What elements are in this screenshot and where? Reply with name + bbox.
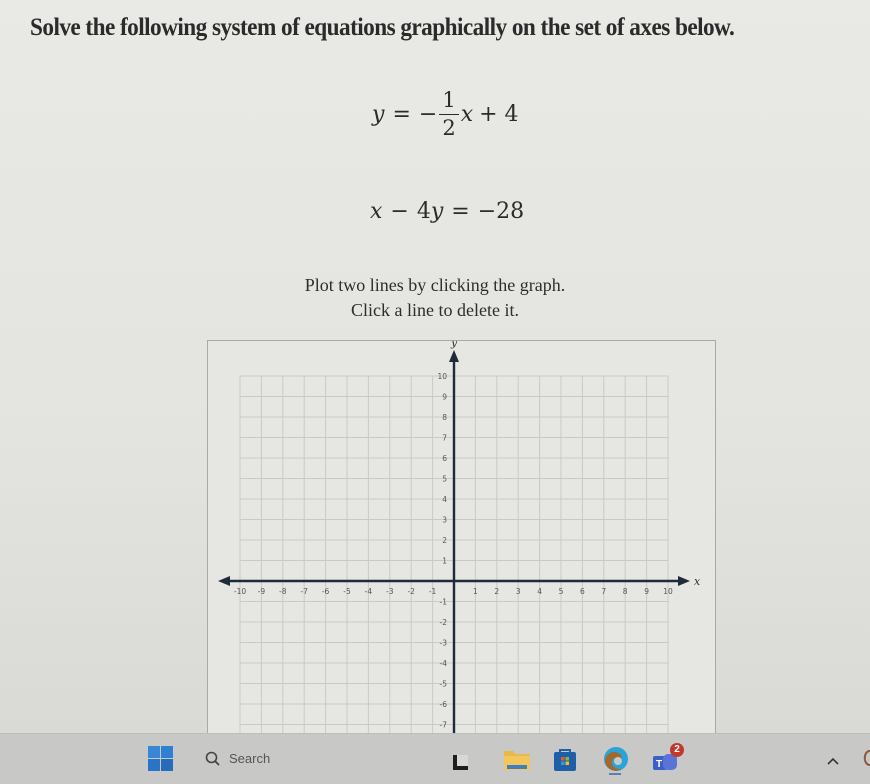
x-tick-label: -8 [279,587,287,596]
x-tick-label: 3 [515,587,521,596]
x-tick-label: 2 [494,587,500,596]
eq2-x: x [370,199,383,224]
search-placeholder: Search [229,751,271,766]
y-tick-label: -4 [439,659,447,668]
x-tick-label: 10 [663,587,673,596]
x-tick-label: -7 [300,587,308,596]
eq1-fraction [439,90,458,139]
x-tick-label: 1 [473,587,478,596]
x-tick-label: -3 [386,587,394,596]
y-tick-label: -6 [439,700,447,709]
start-icon[interactable] [147,745,174,772]
y-axis-label: y [451,341,458,349]
eq2-rhs: −28 [477,199,525,224]
x-tick-label: -9 [257,587,266,596]
chevron-up-icon[interactable] [826,752,840,764]
y-axis-up-arrow-icon [449,350,459,362]
coordinate-plane[interactable] [208,341,717,734]
y-tick-label: 7 [442,433,447,443]
x-tick-label: 6 [580,587,585,596]
eq1-sign: − [418,102,438,127]
y-tick-label: -3 [439,638,447,648]
search-icon [205,751,221,767]
x-tick-label: -5 [343,587,351,596]
taskbar [0,733,870,784]
y-tick-label: -1 [439,597,447,607]
eq1-rest: + 4 [479,102,519,127]
graph-canvas[interactable] [207,340,716,733]
store-icon[interactable] [553,748,577,772]
teams-icon[interactable] [651,746,685,776]
file-explorer-icon[interactable] [503,748,531,772]
equation-1 [372,90,519,139]
x-tick-label: -2 [407,587,415,596]
x-tick-label: 4 [537,587,542,596]
x-axis-right-arrow-icon [678,576,690,586]
eq1-lhs: y [372,102,385,127]
y-tick-label: -2 [439,618,447,627]
notification-badge: 2 [670,743,684,757]
y-tick-label: 9 [442,392,447,402]
y-tick-label: 8 [442,413,447,422]
instruction-plot: Plot two lines by clicking the graph. [304,275,566,295]
eq1-denominator: 2 [442,116,456,140]
x-axis-left-arrow-icon [218,576,230,586]
y-tick-label: 6 [442,454,447,463]
tray-icon-partial[interactable] [860,748,870,768]
y-tick-label: 10 [437,372,447,381]
taskbar-search[interactable] [200,742,320,774]
question-title: Solve the following system of equations graphically on the set of axes below. [30,14,735,41]
y-tick-label: -7 [439,720,447,730]
eq2-equals: = [451,199,470,224]
equation-2 [370,199,524,224]
eq1-numerator: 1 [439,90,458,115]
edge-icon[interactable] [602,746,630,776]
eq2-minus: − [390,199,409,224]
svg-text:T: T [656,759,663,770]
instruction-delete: Click a line to delete it. [351,300,519,320]
x-tick-label: 7 [601,587,607,596]
eq1-equals: = [392,102,411,127]
x-tick-label: -1 [428,587,437,596]
x-tick-label: -6 [321,587,330,596]
eq2-y: y [430,199,444,224]
y-tick-label: 3 [442,515,447,525]
y-tick-label: 4 [442,495,447,504]
y-tick-label: -5 [439,679,447,689]
y-tick-label: 2 [442,536,447,545]
x-tick-label: -10 [233,587,247,596]
eq2-coef: 4 [416,199,431,224]
x-tick-label: 9 [644,587,649,596]
eq1-var: x [460,102,474,127]
y-tick-label: 5 [442,474,447,484]
x-tick-label: 8 [622,587,628,596]
x-tick-label: -4 [364,587,373,596]
y-tick-label: 1 [442,556,447,566]
x-axis-label: x [694,575,701,588]
task-view-icon[interactable] [453,752,471,770]
x-tick-label: 5 [558,587,564,596]
